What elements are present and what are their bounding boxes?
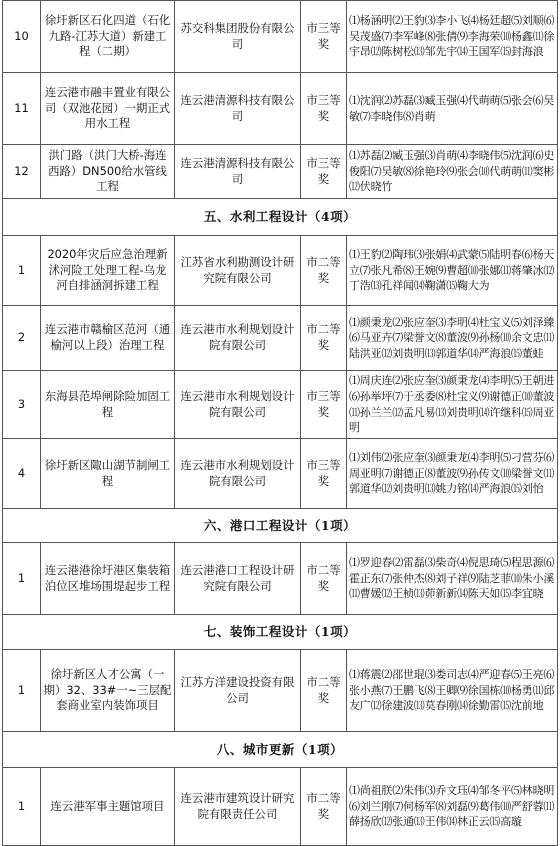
project-name: 连云港市融丰置业有限公司（双池花园）一期正式用水工程 — [41, 73, 175, 145]
project-name: 东海县范埠闸除险加固工程 — [41, 371, 175, 439]
project-name: 洪门路（洪门大桥-海连西路）DN500给水管线工程 — [41, 145, 175, 199]
company-name: 连云港港口工程设计研究院有限公司 — [175, 543, 301, 615]
company-name: 连云港市建筑设计研究院有限责任公司 — [175, 768, 301, 846]
row-number: 1 — [3, 236, 41, 306]
row-number: 1 — [3, 768, 41, 846]
award-row — [3, 543, 558, 615]
award-level: 市二等奖 — [301, 236, 347, 306]
award-row — [3, 768, 558, 846]
team-members: ⑴蒋震⑵邵世琨⑶娄司志⑷严迎春⑸王亮⑹张小燕⑺王鹏飞⑻王卿⑼徐国栋⑽杨勇⑾邱友广⑿徐建波⒀莫春刚⒁徐勤雷⒂沈前地 — [347, 650, 558, 732]
section-title: 八、城市更新（1项） — [3, 732, 558, 768]
team-members: ⑴颜秉龙⑵张应奎⑶李明⑷杜宝义⑸刘泽臻⑹马亚卉⑺梁誉文⑻董波⑼孙杨⑽余文忠⑾陆洪亚⑿刘贵明⒀郭道华⒁严海浪⒂董蛙 — [347, 306, 558, 371]
project-name: 连云港市赣榆区范河（通榆河以上段）治理工程 — [41, 306, 175, 371]
award-row — [3, 1, 558, 73]
award-row — [3, 371, 558, 439]
award-row — [3, 145, 558, 199]
team-members: ⑴尚祖朕⑵朱伟⑶乔文珏⑷邹冬平⑸林晓明⑹刘兰刚⑺何杨军⑻刘磊⑼葛伟⑽严舒蓉⑾薛扬欣⑿张通⒀王伟⒁林正云⒂高璇 — [347, 768, 558, 846]
row-number: 4 — [3, 439, 41, 509]
company-name: 连云港清源科技有限公司 — [175, 73, 301, 145]
award-level: 市三等奖 — [301, 73, 347, 145]
section-header-row — [3, 509, 558, 543]
team-members: ⑴罗迎春⑵雷磊⑶柴奇⑷倪思琦⑸程思源⑹霍正东⑺张仲杰⑻刘子祥⑼陆芝菲⑽朱小溪⑾曹媛⑿王桢⒀茆新新⒁陈天如⒂李宜晓 — [347, 543, 558, 615]
company-name: 江苏省水利勘测设计研究院有限公司 — [175, 236, 301, 306]
company-name: 连云港市水利规划设计院有限公司 — [175, 306, 301, 371]
row-number: 2 — [3, 306, 41, 371]
row-number: 1 — [3, 650, 41, 732]
team-members: ⑴周庆连⑵张应奎⑶颜秉龙⑷李明⑸王朝进⑹孙举坪⑺于丞委⑻杜宝义⑼谢德正⑽董波⑾孙兰兰⑿孟凡易⒀刘贵明⒁许继科⒂周亚明 — [347, 371, 558, 439]
section-header-row — [3, 732, 558, 768]
award-row — [3, 306, 558, 371]
section-header-row — [3, 615, 558, 650]
award-row — [3, 73, 558, 145]
award-row — [3, 439, 558, 509]
project-name: 徐圩新区石化四道（石化九路-江苏大道）新建工程（二期） — [41, 1, 175, 73]
project-name: 连云港军事主题馆项目 — [41, 768, 175, 846]
company-name: 苏交科集团股份有限公司 — [175, 1, 301, 73]
project-name: 连云港港徐圩港区集装箱泊位区堆场围堤起步工程 — [41, 543, 175, 615]
team-members: ⑴王豹⑵陶玮⑶张娟⑷武蒙⑸陆明春⑹杨天立⑺张凡希⑻王婉⑼曹超⑽张娜⑾蒋肇冰⑿丁浩⒀孔祥闻⒁鞠潇⒂鞠大为 — [347, 236, 558, 306]
team-members: ⑴刘伟⑵张应奎⑶颜秉龙⑷李明⑸刁营芬⑹周亚明⑺谢德正⑻董波⑼孙传文⑽梁誉文⑾郭道华⑿刘贵明⒀姚力铭⒁严海浪⒂刘怡 — [347, 439, 558, 509]
award-level: 市二等奖 — [301, 306, 347, 371]
section-title: 六、港口工程设计（1项） — [3, 509, 558, 543]
row-number: 11 — [3, 73, 41, 145]
team-members: ⑴苏磊⑵臧玉强⑶肖萌⑷李晓伟⑸沈润⑹史俊阳⑺吴敏⑻徐艳玲⑼张会⑽代萌萌⑾窦彬⑿伏晓竹 — [347, 145, 558, 199]
award-level: 市三等奖 — [301, 1, 347, 73]
company-name: 连云港清源科技有限公司 — [175, 145, 301, 199]
award-level: 市三等奖 — [301, 439, 347, 509]
awards-table — [2, 0, 558, 846]
project-name: 徐圩新区人才公寓（一期）32、33#一~三层配套商业室内装饰项目 — [41, 650, 175, 732]
awards-table-body — [3, 1, 558, 846]
award-level: 市二等奖 — [301, 543, 347, 615]
award-level: 市三等奖 — [301, 145, 347, 199]
row-number: 1 — [3, 543, 41, 615]
team-members: ⑴杨涵明⑵王豹⑶李小飞⑷杨廷超⑸刘顺⑹吴茂盛⑺李军峰⑻张倩⑼李海荣⑽杨鑫⑾徐宇昂⑿陈树松⒀邹先宇⒁王国军⒂封海浪 — [347, 1, 558, 73]
award-level: 市二等奖 — [301, 768, 347, 846]
award-level: 市二等奖 — [301, 650, 347, 732]
company-name: 连云港市水利规划设计院有限公司 — [175, 371, 301, 439]
row-number: 10 — [3, 1, 41, 73]
section-title: 七、装饰工程设计（1项） — [3, 615, 558, 650]
award-level: 市三等奖 — [301, 371, 347, 439]
team-members: ⑴沈润⑵苏磊⑶臧玉强⑷代萌萌⑸张会⑹吴敏⑺李晓伟⑻肖萌 — [347, 73, 558, 145]
company-name: 连云港市水利规划设计院有限公司 — [175, 439, 301, 509]
section-header-row — [3, 199, 558, 236]
project-name: 2020年灾后应急治理新沭河险工处理工程-乌龙河自排涵洞拆建工程 — [41, 236, 175, 306]
award-row — [3, 650, 558, 732]
project-name: 徐圩新区陬山湖节制闸工程 — [41, 439, 175, 509]
row-number: 3 — [3, 371, 41, 439]
award-row — [3, 236, 558, 306]
section-title: 五、水利工程设计（4项） — [3, 199, 558, 236]
row-number: 12 — [3, 145, 41, 199]
company-name: 江苏方洋建设投资有限公司 — [175, 650, 301, 732]
